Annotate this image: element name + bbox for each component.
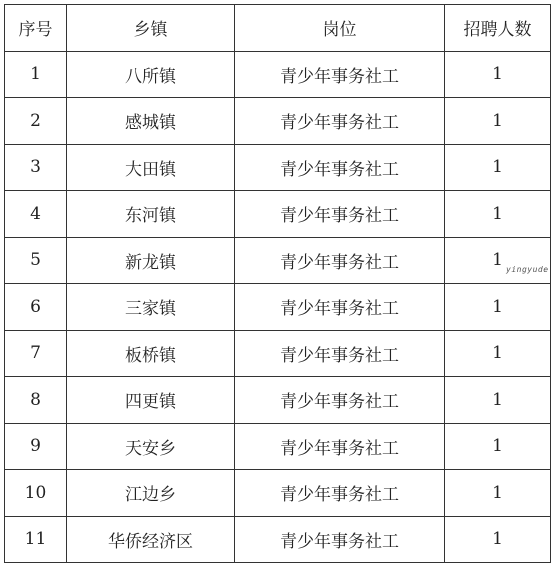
header-township: 乡镇 (67, 5, 235, 52)
watermark-text: yingyude (506, 265, 549, 274)
cell-index: 5 (5, 237, 67, 284)
cell-township: 华侨经济区 (67, 516, 235, 563)
cell-headcount: 1 (445, 423, 551, 470)
cell-position: 青少年事务社工 (235, 516, 445, 563)
cell-position: 青少年事务社工 (235, 284, 445, 331)
cell-index: 6 (5, 284, 67, 331)
cell-position: 青少年事务社工 (235, 330, 445, 377)
recruitment-table (4, 4, 551, 563)
cell-position: 青少年事务社工 (235, 144, 445, 191)
table-row (5, 191, 551, 238)
cell-township: 四更镇 (67, 377, 235, 424)
cell-position: 青少年事务社工 (235, 98, 445, 145)
table-body (5, 51, 551, 563)
table-row (5, 330, 551, 377)
cell-headcount: 1 (445, 191, 551, 238)
cell-township: 东河镇 (67, 191, 235, 238)
table-row (5, 516, 551, 563)
cell-position: 青少年事务社工 (235, 377, 445, 424)
header-headcount: 招聘人数 (445, 5, 551, 52)
table-row (5, 423, 551, 470)
cell-headcount: 1 (445, 284, 551, 331)
cell-index: 8 (5, 377, 67, 424)
table-row (5, 144, 551, 191)
cell-township: 江边乡 (67, 470, 235, 517)
cell-position: 青少年事务社工 (235, 191, 445, 238)
cell-headcount: 1 (445, 144, 551, 191)
cell-headcount: 1 (445, 51, 551, 98)
cell-headcount: 1 (445, 516, 551, 563)
cell-township: 感城镇 (67, 98, 235, 145)
header-position: 岗位 (235, 5, 445, 52)
cell-position: 青少年事务社工 (235, 423, 445, 470)
cell-township: 三家镇 (67, 284, 235, 331)
cell-headcount: 1 (445, 237, 551, 284)
table-row (5, 98, 551, 145)
header-index: 序号 (5, 5, 67, 52)
cell-headcount: 1 (445, 330, 551, 377)
cell-township: 板桥镇 (67, 330, 235, 377)
cell-position: 青少年事务社工 (235, 237, 445, 284)
table-row (5, 284, 551, 331)
cell-position: 青少年事务社工 (235, 470, 445, 517)
cell-headcount: 1 (445, 98, 551, 145)
cell-index: 11 (5, 516, 67, 563)
cell-position: 青少年事务社工 (235, 51, 445, 98)
cell-index: 3 (5, 144, 67, 191)
cell-index: 2 (5, 98, 67, 145)
table-row (5, 237, 551, 284)
cell-township: 大田镇 (67, 144, 235, 191)
table-header-row (5, 5, 551, 52)
table-row (5, 51, 551, 98)
table-row (5, 377, 551, 424)
cell-index: 9 (5, 423, 67, 470)
cell-index: 4 (5, 191, 67, 238)
cell-township: 八所镇 (67, 51, 235, 98)
cell-index: 1 (5, 51, 67, 98)
cell-township: 天安乡 (67, 423, 235, 470)
cell-headcount: 1 (445, 377, 551, 424)
cell-index: 10 (5, 470, 67, 517)
cell-headcount: 1 (445, 470, 551, 517)
table-row (5, 470, 551, 517)
cell-index: 7 (5, 330, 67, 377)
recruitment-table-container (4, 4, 551, 563)
cell-township: 新龙镇 (67, 237, 235, 284)
